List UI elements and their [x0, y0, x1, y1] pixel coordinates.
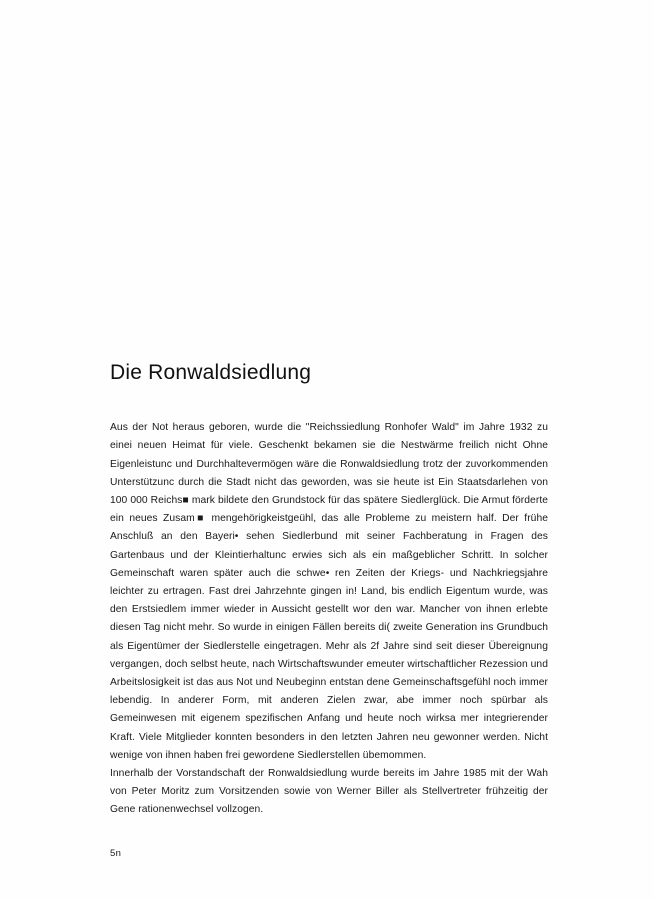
document-body: [110, 419, 548, 819]
paragraph-1: Aus der Not heraus geboren, wurde die "Reichssiedlung Ronhofer Wald" im Jahre 1932 zu einei neuen Heimat für viele. Geschenkt bekamen sie die Nestwärme freilich nicht Ohne Eigenleistunc und Durchhaltevermögen wäre die Ronwaldsiedlung trotz der zuvorkommenden Unterstützunc durch die Stadt nicht das geworden, was sie heute ist Ein Staatsdarlehen von 100 000 Reichs■ mark bildete den Grundstock für das spätere Siedlerglück. Die Armut förderte ein neues Zusam■ mengehörigkeistgeühl, das alle Probleme zu meistern half. Der frühe Anschluß an den Bayeri• sehen Siedlerbund mit seiner Fachberatung in Fragen des Gartenbaus und der Kleintierhaltunc erwies sich als ein maßgeblicher Schritt. In solcher Gemeinschaft waren später auch die schwe• ren Zeiten der Kriegs- und Nachkriegsjahre leichter zu ertragen. Fast drei Jahrzehnte gingen in! Land, bis endlich Eigentum wurde, was den Erstsiedlem immer wieder in Aussicht gestellt wor den war. Mancher von ihnen erlebte diesen Tag nicht mehr. So wurde in einigen Fällen bereits di( zweite Generation ins Grundbuch als Eigentümer der Siedlerstelle eingetragen. Mehr als 2f Jahre sind seit dieser Übereignung vergangen, doch selbst heute, nach Wirtschaftswunder emeuter wirtschaftlicher Rezession und Arbeitslosigkeit ist das aus Not und Neubeginn entstan dene Gemeinschaftsgefühl noch immer lebendig. In anderer Form, mit anderen Zielen zwar, abe immer noch spürbar als Gemeinwesen mit eigenem spezifischen Anfang und heute noch wirksa mer integrierender Kraft. Viele Mitglieder konnten besonders in den letzten Jahren neu gewonner werden. Nicht wenige von ihnen haben frei gewordene Siedlerstellen übemommen.: [110, 422, 548, 761]
page-number: 5n: [110, 848, 122, 859]
paragraph-2: Innerhalb der Vorstandschaft der Ronwaldsiedlung wurde bereits im Jahre 1985 mit der Wah von Peter Moritz zum Vorsitzenden sowie von Werner Biller als Stellvertreter frühzeitig der Gene rationenwechsel vollzogen.: [110, 768, 548, 816]
page-title: Die Ronwaldsiedlung: [110, 361, 312, 384]
document-content: [110, 360, 548, 820]
